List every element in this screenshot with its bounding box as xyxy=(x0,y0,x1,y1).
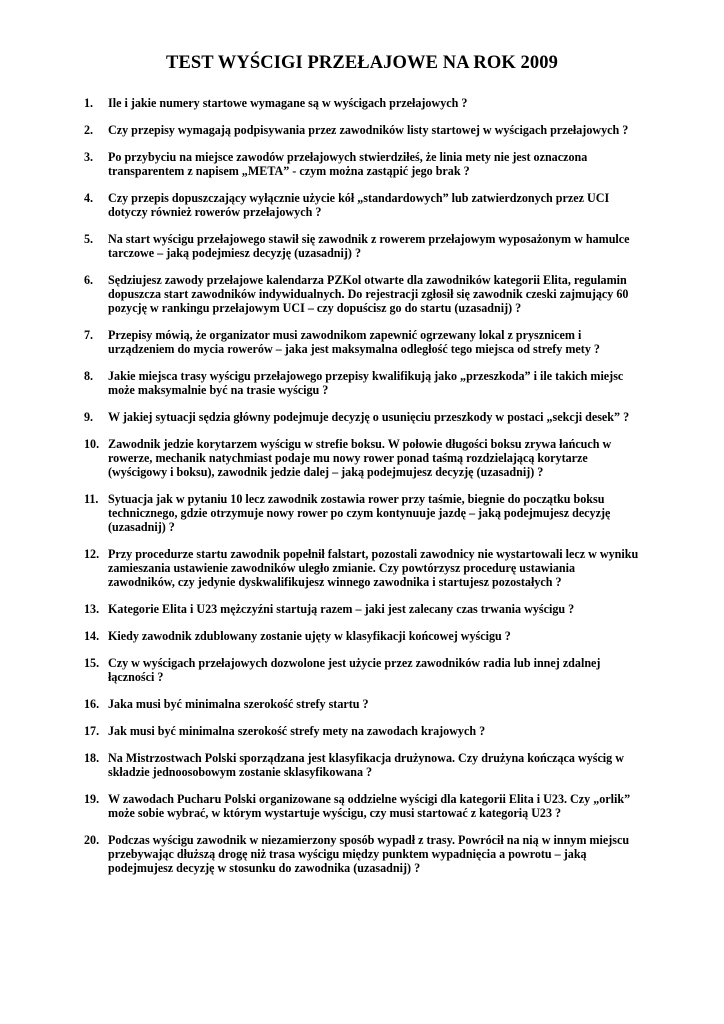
question-number: 13. xyxy=(84,602,100,616)
question-item xyxy=(84,96,644,110)
question-item xyxy=(84,751,644,779)
question-text: Na start wyścigu przełajowego stawił się zawodnik z rowerem przełajowym wyposażonym w hamulce tarczowe – jaką podejmiesz decyzję (uzasadnij) ? xyxy=(108,232,630,260)
question-text: Sędziujesz zawody przełajowe kalendarza PZKol otwarte dla zawodników kategorii Elita, regulamin dopuszcza start zawodników indywidualnych. Do rejestracji zgłosił się zawodnik czeski zajmujący 60 pozycję w rankingu przełajowym UCI – czy dopuścisz go do startu (uzasadnij) ? xyxy=(108,273,629,315)
question-item xyxy=(84,273,644,315)
question-item xyxy=(84,792,644,820)
question-number: 11. xyxy=(84,492,99,506)
question-number: 9. xyxy=(84,410,94,424)
question-text: Jaka musi być minimalna szerokość strefy startu ? xyxy=(108,697,369,711)
question-text: W zawodach Pucharu Polski organizowane są oddzielne wyścigi dla kategorii Elita i U23. Czy „orlik” może sobie wybrać, w którym wystartuje wyścigu, czy musi startować z kategorią U23 ? xyxy=(108,792,631,820)
question-text: Na Mistrzostwach Polski sporządzana jest klasyfikacja drużynowa. Czy drużyna kończąca wyścig w składzie jednoosobowym zostanie sklasyfikowana ? xyxy=(108,751,624,779)
question-item xyxy=(84,123,644,137)
question-number: 6. xyxy=(84,273,94,287)
question-number: 19. xyxy=(84,792,100,806)
question-item xyxy=(84,724,644,738)
question-text: Jak musi być minimalna szerokość strefy mety na zawodach krajowych ? xyxy=(108,724,486,738)
question-item xyxy=(84,328,644,356)
question-number: 20. xyxy=(84,833,100,847)
question-number: 15. xyxy=(84,656,100,670)
question-text: W jakiej sytuacji sędzia główny podejmuje decyzję o usunięciu przeszkody w postaci „sekcji desek” ? xyxy=(108,410,630,424)
question-number: 5. xyxy=(84,232,94,246)
question-item xyxy=(84,833,644,875)
question-number: 1. xyxy=(84,96,94,110)
question-text: Przy procedurze startu zawodnik popełnił falstart, pozostali zawodnicy nie wystartowali lecz w wyniku zamieszania ustawienie zawodników uległo zmianie. Czy powtórzysz procedurę ustawiania zawodników, czy jedynie dyskwalifikujesz winnego zawodnika i startujesz pozostałych ? xyxy=(108,547,639,589)
question-item xyxy=(84,656,644,684)
question-text: Po przybyciu na miejsce zawodów przełajowych stwierdziłeś, że linia mety nie jest oznaczona transparentem z napisem „META” - czym można zastąpić jego brak ? xyxy=(108,150,588,178)
question-number: 3. xyxy=(84,150,94,164)
question-text: Kategorie Elita i U23 mężczyźni startują razem – jaki jest zalecany czas trwania wyścigu ? xyxy=(108,602,575,616)
question-text: Czy przepis dopuszczający wyłącznie użycie kół „standardowych” lub zatwierdzonych przez UCI dotyczy również rowerów przełajowych ? xyxy=(108,191,610,219)
question-item xyxy=(84,547,644,589)
question-item xyxy=(84,697,644,711)
question-item xyxy=(84,150,644,178)
question-item xyxy=(84,492,644,534)
question-number: 17. xyxy=(84,724,100,738)
question-number: 10. xyxy=(84,437,100,451)
question-text: Podczas wyścigu zawodnik w niezamierzony sposób wypadł z trasy. Powrócił na nią w innym miejscu przebywając dłuższą drogę niż trasa wyścigu między punktem wypadnięcia a powrotu – jaką podejmujesz decyzję w stosunku do zawodnika (uzasadnij) ? xyxy=(108,833,630,875)
question-number: 18. xyxy=(84,751,100,765)
question-item xyxy=(84,191,644,219)
question-number: 8. xyxy=(84,369,94,383)
question-item xyxy=(84,369,644,397)
question-list xyxy=(84,96,644,888)
question-text: Ile i jakie numery startowe wymagane są w wyścigach przełajowych ? xyxy=(108,96,468,110)
question-number: 16. xyxy=(84,697,100,711)
question-number: 12. xyxy=(84,547,100,561)
question-text: Sytuacja jak w pytaniu 10 lecz zawodnik zostawia rower przy taśmie, biegnie do początku boksu technicznego, gdzie otrzymuje nowy rower po czym kontynuuje jazdę – jaką podejmujesz decyzję (uzasadnij) ? xyxy=(108,492,611,534)
question-number: 4. xyxy=(84,191,94,205)
question-item xyxy=(84,410,644,424)
question-number: 14. xyxy=(84,629,100,643)
question-text: Czy w wyścigach przełajowych dozwolone jest użycie przez zawodników radia lub innej zdalnej łączności ? xyxy=(108,656,601,684)
question-text: Kiedy zawodnik zdublowany zostanie ujęty w klasyfikacji końcowej wyścigu ? xyxy=(108,629,511,643)
question-item xyxy=(84,437,644,479)
question-text: Jakie miejsca trasy wyścigu przełajowego przepisy kwalifikują jako „przeszkoda” i ile takich miejsc może maksymalnie być na trasie wyścigu ? xyxy=(108,369,624,397)
question-item xyxy=(84,602,644,616)
question-text: Przepisy mówią, że organizator musi zawodnikom zapewnić ogrzewany lokal z prysznicem i urządzeniem do mycia rowerów – jaka jest maksymalna odległość tego miejsca od strefy mety ? xyxy=(108,328,600,356)
question-item xyxy=(84,232,644,260)
question-text: Czy przepisy wymagają podpisywania przez zawodników listy startowej w wyścigach przełajowych ? xyxy=(108,123,629,137)
question-text: Zawodnik jedzie korytarzem wyścigu w strefie boksu. W połowie długości boksu zrywa łańcuch w rowerze, mechanik natychmiast podaje mu nowy rower ponad taśmą rozdzielającą korytarze (wyścigowy i boksu), zawodnik jedzie dalej – jaką podejmujesz decyzję (uzasadnij) ? xyxy=(108,437,612,479)
question-number: 7. xyxy=(84,328,94,342)
question-number: 2. xyxy=(84,123,94,137)
question-item xyxy=(84,629,644,643)
page-title: TEST WYŚCIGI PRZEŁAJOWE NA ROK 2009 xyxy=(166,53,558,73)
